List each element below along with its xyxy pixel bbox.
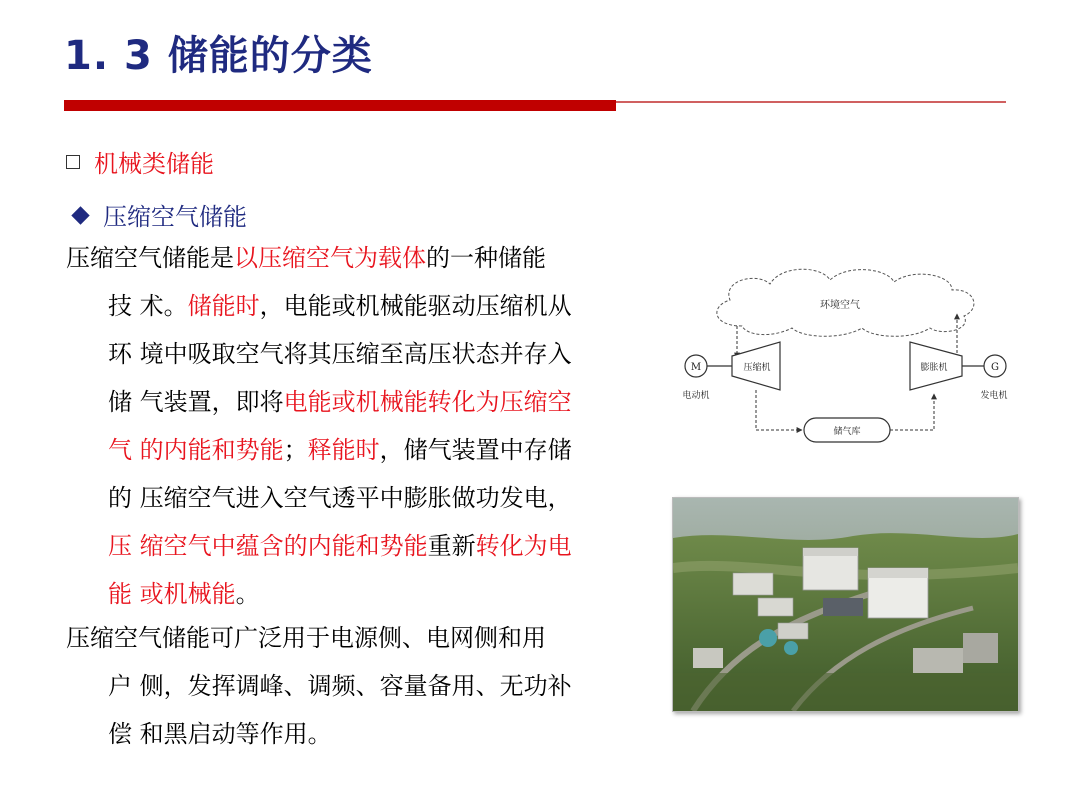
diamond-bullet-icon — [71, 206, 89, 224]
text-segment: 的 压缩空气进入空气透平中膨胀做功发电， — [108, 484, 572, 512]
generator-label: 发电机 — [980, 391, 1008, 401]
text-line — [66, 614, 572, 662]
caes-plant-aerial-photo — [672, 497, 1019, 712]
text-line — [66, 522, 572, 570]
text-line — [66, 474, 572, 522]
text-segment: 压缩空气储能可广泛用于电源侧、电网侧和用 — [66, 624, 546, 652]
highlighted-text: 以压缩空气为载体 — [234, 244, 426, 272]
subcategory-label: 压缩空气储能 — [103, 203, 247, 231]
air-storage — [804, 418, 890, 442]
category-label: 机械类储能 — [94, 150, 214, 178]
subcategory-heading — [66, 197, 247, 232]
text-segment: 户 侧，发挥调峰、调频、容量备用、无功补 — [108, 672, 572, 700]
text-line — [66, 282, 572, 330]
text-line — [66, 234, 572, 282]
ambient-air-cloud — [717, 269, 974, 336]
text-segment: 重新 — [427, 532, 476, 560]
text-line — [66, 330, 572, 378]
text-line — [66, 378, 572, 426]
charge-flow-arrow — [756, 390, 802, 430]
highlighted-text: 压 缩空气中蕴含的内能和势能 — [108, 532, 428, 560]
expander — [910, 342, 962, 390]
ambient-air-label: 环境空气 — [820, 300, 860, 311]
compressor — [732, 342, 780, 390]
title-underline-thin — [616, 101, 1006, 103]
text-segment: 环 境中吸取空气将其压缩至高压状态并存入 — [108, 340, 572, 368]
highlighted-text: 能 或机械能 — [108, 580, 236, 608]
text-line — [66, 710, 572, 758]
text-segment: 技 术。 — [108, 292, 188, 320]
compressor-label: 压缩机 — [743, 363, 771, 373]
motor — [682, 355, 709, 401]
application-paragraph — [66, 614, 572, 758]
text-line — [66, 662, 572, 710]
caes-schematic-diagram — [672, 258, 1017, 448]
expander-label: 膨胀机 — [920, 363, 948, 373]
storage-label: 储气库 — [833, 427, 861, 437]
text-line — [66, 570, 572, 618]
title-underline-thick — [64, 100, 616, 111]
highlighted-text: 气 的内能和势能 — [108, 436, 284, 464]
definition-paragraph — [66, 234, 572, 618]
text-segment: 的一种储能 — [426, 244, 546, 272]
text-segment: 。 — [235, 580, 260, 608]
plant-aerial-illustration — [673, 498, 1018, 711]
highlighted-text: 电能或机械能转化为压缩空 — [283, 388, 572, 416]
text-line — [66, 426, 572, 474]
text-segment: ，电能或机械能驱动压缩机从 — [259, 292, 572, 320]
highlighted-text: 转化为电 — [475, 532, 572, 560]
text-segment: ，储气装置中存储 — [379, 436, 572, 464]
text-segment: 压缩空气储能是 — [66, 244, 234, 272]
page-title: 1. 3 储能的分类 — [64, 33, 373, 79]
highlighted-text: 释能时 — [307, 436, 380, 464]
text-segment: 储 气装置，即将 — [108, 388, 284, 416]
generator — [980, 355, 1007, 401]
motor-label: 电动机 — [682, 391, 710, 401]
square-bullet-icon — [66, 155, 80, 169]
text-segment: 偿 和黑启动等作用。 — [108, 720, 332, 748]
motor-symbol: M — [690, 362, 702, 373]
highlighted-text: 储能时 — [187, 292, 260, 320]
text-segment: ； — [283, 436, 308, 464]
discharge-flow-arrow — [890, 394, 934, 430]
generator-symbol: G — [991, 362, 999, 373]
category-heading — [66, 144, 214, 179]
